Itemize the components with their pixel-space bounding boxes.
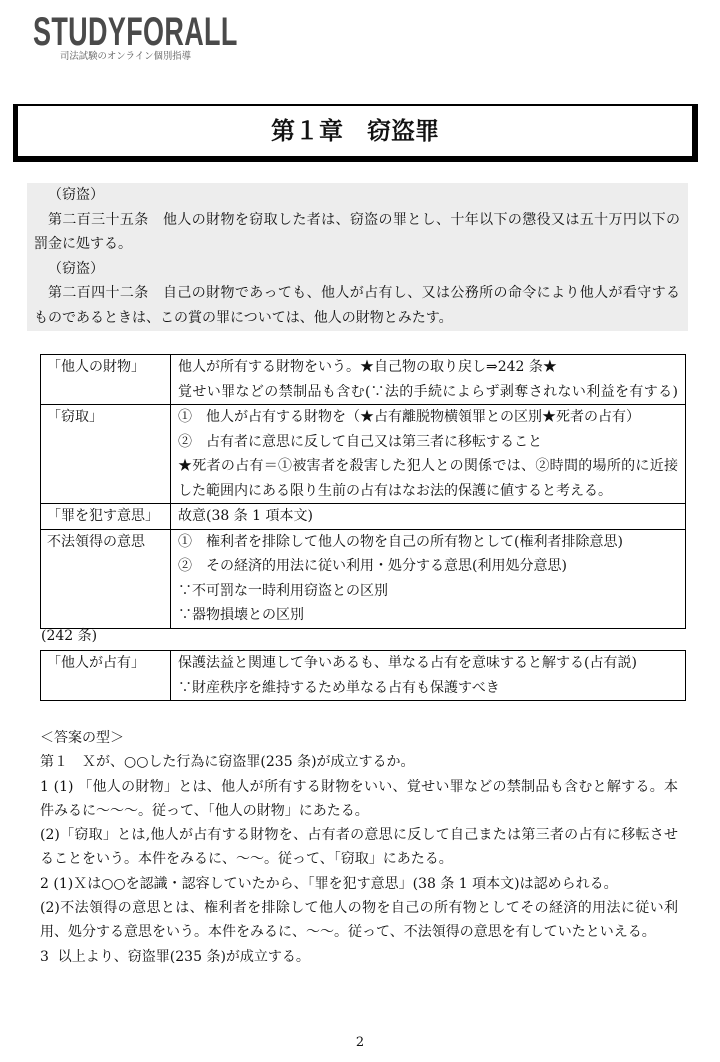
table-row xyxy=(41,529,685,628)
table-term-cell xyxy=(41,651,171,700)
answer-line: (2)「窃取」とは,他人が占有する財物を、占有者の意思に反して自己または第三者の占有に移転させ xyxy=(40,827,678,844)
answer-line: 2 (1)Ｘは○○を認識・認容していたから、「罪を犯す意思」(38 条 1 項本文)は認められる。 xyxy=(40,875,618,892)
table-description-cell xyxy=(171,405,685,503)
table-row xyxy=(41,355,685,404)
description-line: ① 他人が占有する財物を（★占有離脱物横領罪との区別★死者の占有） xyxy=(178,409,640,425)
statute-heading: （窃盗） xyxy=(48,187,104,203)
description-line: 保護法益と関連して争いあるも、単なる占有を意味すると解する(占有説) xyxy=(178,655,637,671)
answer-line: 3 以上より、窃盗罪(235 条)が成立する。 xyxy=(40,948,310,965)
table-row xyxy=(41,404,685,503)
statute-line: ものであるときは、この賞の罪については、他人の財物とみたす。 xyxy=(34,309,453,326)
summary-table xyxy=(40,354,686,629)
statute-line: 第二百四十二条 自己の財物であっても、他人が占有し、又は公務所の命令により他人が看守する xyxy=(48,285,680,301)
table-term-cell xyxy=(41,530,171,628)
answer-heading: ＜答案の型＞ xyxy=(40,730,124,746)
table-description-cell xyxy=(171,504,685,529)
article-242-label: (242 条) xyxy=(41,628,98,644)
answer-line: 第１ Ｘが、○○した行為に窃盗罪(235 条)が成立するか。 xyxy=(40,754,415,771)
answer-line: 用、処分する意思をいう。本件をみるに、～～。従って、不法領得の意思を有していたといえる。 xyxy=(40,924,656,941)
description-line: 故意(38 条 1 項本文) xyxy=(178,508,313,524)
description-line: ② その経済的用法に従い利用・処分する意思(利用処分意思) xyxy=(178,558,567,574)
table-term-cell xyxy=(41,355,171,404)
description-line: ② 占有者に意思に反して自己又は第三者に移転すること xyxy=(178,433,542,450)
term-label: 「他人が占有」 xyxy=(47,655,145,671)
term-label: 「窃取」 xyxy=(47,409,103,425)
description-line: ∵器物損壊との区別 xyxy=(178,607,304,623)
statute-block xyxy=(27,183,688,331)
term-label: 「罪を犯す意思」 xyxy=(47,508,159,524)
table-row xyxy=(41,651,685,700)
answer-line: 1 (1) 「他人の財物」とは、他人が所有する財物をいい、覚せい罪などの禁制品も含むと解する。本 xyxy=(40,778,678,795)
article-242-table xyxy=(40,650,686,701)
description-line: ∵不可罰な一時利用窃盗との区別 xyxy=(178,582,388,599)
answer-line: ることをいう。本件をみるに、～～。従って、「窃取」にあたる。 xyxy=(40,851,453,868)
description-line: 覚せい罪などの禁制品も含む(∵法的手続によらず剥奪されない利益を有する) xyxy=(178,383,678,400)
term-label: 「他人の財物」 xyxy=(47,359,145,375)
description-line: ∵財産秩序を維持するため単なる占有も保護すべき xyxy=(178,679,500,696)
chapter-title: 第１章 窃盗罪 xyxy=(271,116,439,145)
statute-line: 罰金に処する。 xyxy=(34,236,132,252)
description-line: ① 権利者を排除して他人の物を自己の所有物として(権利者排除意思) xyxy=(178,533,623,550)
table-description-cell xyxy=(171,651,685,700)
chapter-title-box xyxy=(13,104,698,162)
table-term-cell xyxy=(41,405,171,503)
description-line: した範囲内にある限り生前の占有はなお法的保護に値すると考える。 xyxy=(178,482,612,499)
answer-template xyxy=(40,726,678,969)
answer-line: (2)不法領得の意思とは、権利者を排除して他人の物を自己の所有物としてその経済的用法に従い利 xyxy=(40,900,678,917)
description-line: ★死者の占有＝①被害者を殺害した犯人との関係では、②時間的場所的に近接 xyxy=(178,458,678,474)
table-row xyxy=(41,503,685,529)
table-description-cell xyxy=(171,530,685,628)
description-line: 他人が所有する財物をいう。★自己物の取り戻し⇒242 条★ xyxy=(178,359,557,375)
statute-line: 第二百三十五条 他人の財物を窃取した者は、窃盗の罪とし、十年以下の懲役又は五十万円以下の xyxy=(48,211,680,228)
brand-logo xyxy=(0,0,300,70)
statute-heading: （窃盗） xyxy=(48,260,104,277)
logo-tagline: 司法試験のオンライン個別指導 xyxy=(60,51,191,62)
page-number: 2 xyxy=(355,1035,365,1050)
logo-wordmark: STUDYFORALL xyxy=(33,10,238,54)
table-description-cell xyxy=(171,355,685,404)
term-label: 不法領得の意思 xyxy=(47,533,145,550)
table-term-cell xyxy=(41,504,171,529)
answer-line: 件みるに～～～。従って、「他人の財物」にあたる。 xyxy=(40,802,369,819)
